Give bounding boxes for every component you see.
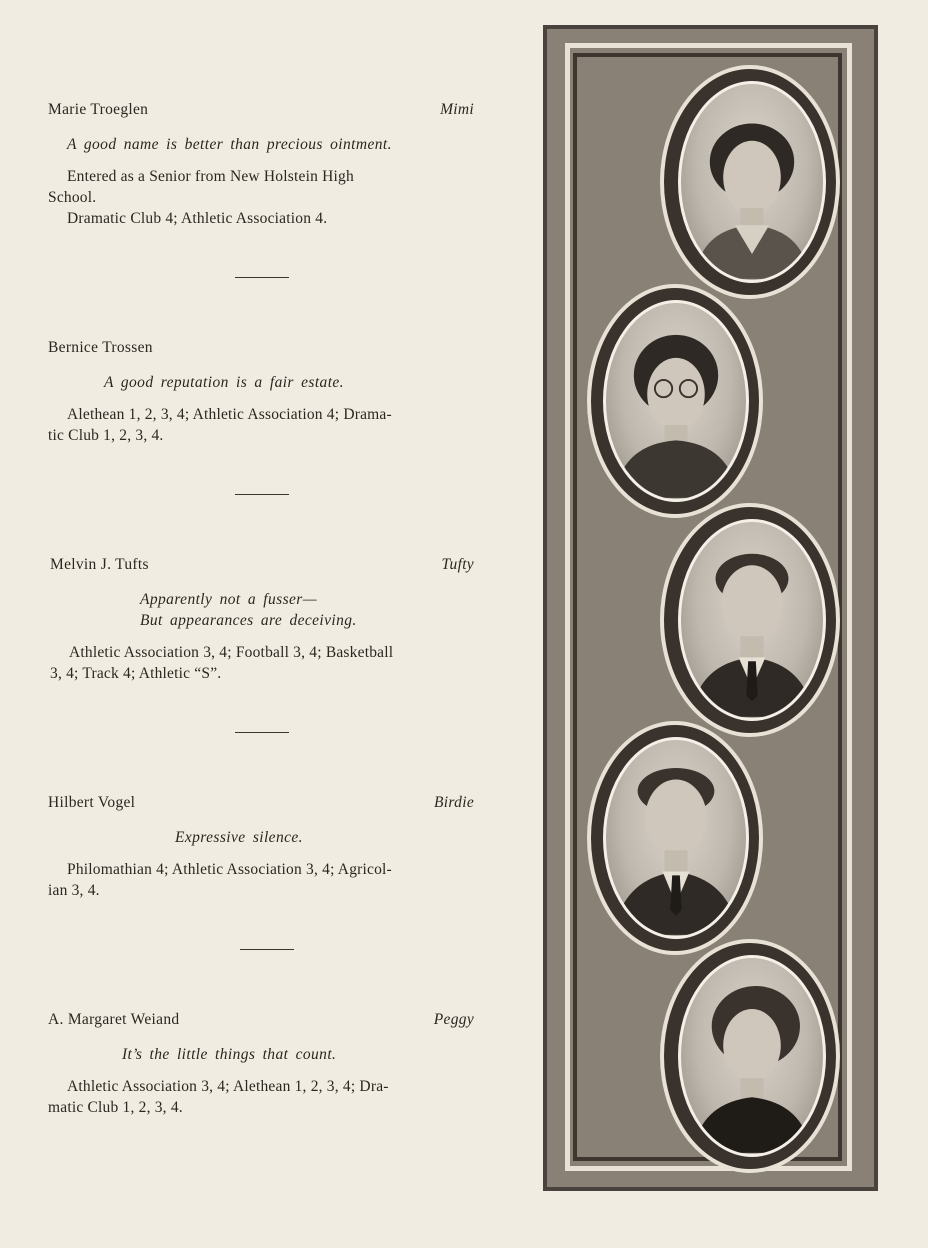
- divider: [235, 277, 289, 278]
- student-entry: [48, 1011, 474, 1118]
- woman-portrait-icon: [681, 84, 823, 280]
- student-nickname: Tufty: [441, 556, 474, 573]
- portrait-photo-hilbert-vogel: [603, 737, 749, 939]
- portrait-photo-bernice-trossen: [603, 300, 749, 502]
- student-entry: [50, 556, 474, 684]
- man-portrait-icon: [681, 522, 823, 718]
- student-quote: A good reputation is a fair estate.: [104, 374, 344, 391]
- student-quote: A good name is better than precious ointment.: [67, 136, 392, 153]
- student-activities: Philomathian 4; Athletic Association 3, 4; Agricol- ian 3, 4.: [48, 861, 392, 899]
- divider: [235, 494, 289, 495]
- woman-portrait-icon: [681, 958, 823, 1154]
- student-quote: Apparently not a fusser— But appearances are deceiving.: [140, 591, 357, 629]
- portrait-photo-marie-troeglen: [678, 81, 826, 283]
- woman-portrait-icon: [606, 303, 746, 499]
- student-activities: Entered as a Senior from New Holstein High School. Dramatic Club 4; Athletic Association 4.: [48, 168, 354, 227]
- student-quote: It’s the little things that count.: [122, 1046, 337, 1063]
- student-name: A. Margaret Weiand: [48, 1011, 180, 1028]
- student-entry: [48, 101, 474, 229]
- student-name: Hilbert Vogel: [48, 794, 136, 811]
- student-name: Bernice Trossen: [48, 339, 153, 356]
- student-activities: Athletic Association 3, 4; Alethean 1, 2, 3, 4; Dra- matic Club 1, 2, 3, 4.: [48, 1078, 389, 1116]
- portrait-photo-margaret-weiand: [678, 955, 826, 1157]
- student-nickname: Birdie: [434, 794, 474, 811]
- divider: [235, 732, 289, 733]
- student-nickname: Peggy: [433, 1011, 474, 1028]
- student-entry: [48, 794, 474, 901]
- portrait-panel: [543, 25, 878, 1191]
- student-entry: [48, 339, 474, 446]
- divider: [240, 949, 294, 950]
- student-name: Melvin J. Tufts: [50, 556, 149, 573]
- portrait-photo-melvin-tufts: [678, 519, 826, 721]
- student-activities: Alethean 1, 2, 3, 4; Athletic Association 4; Drama- tic Club 1, 2, 3, 4.: [48, 406, 392, 444]
- student-activities: Athletic Association 3, 4; Football 3, 4; Basketball 3, 4; Track 4; Athletic “S”.: [50, 644, 394, 682]
- student-quote: Expressive silence.: [175, 829, 303, 846]
- student-nickname: Mimi: [440, 101, 474, 118]
- student-name: Marie Troeglen: [48, 101, 149, 118]
- man-portrait-icon: [606, 740, 746, 936]
